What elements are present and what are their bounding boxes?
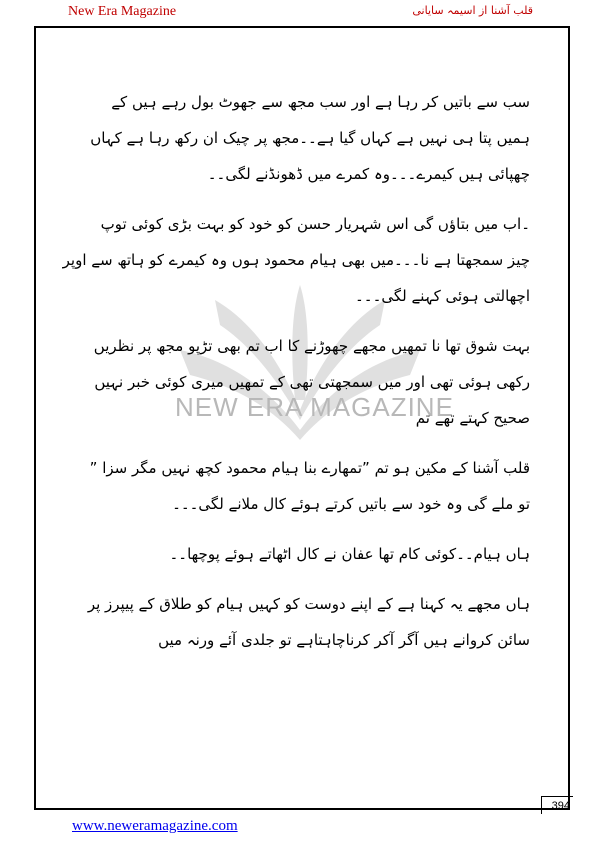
text-line: قلب آشنا کے مکین ہو تم ”تمھارے بنا ہیام محمود کچھ نہیں مگر سزا ”: [89, 459, 530, 477]
paragraph-5: [70, 536, 530, 572]
text-line: سائن کروانے ہیں آگر آکر کرناچاہتاہے تو جلدی آئے ورنہ میں: [158, 631, 530, 649]
text-line: رکھی ہوئی تھی اور میں سمجھتی تھی کے تمھیں میری کوئی خبر نہیں: [94, 373, 530, 391]
text-line: سب سے باتیں کر رہا ہے اور سب مجھ سے جھوٹ بول رہے ہیں کے: [111, 93, 530, 111]
paragraph-4: [70, 450, 530, 522]
text-line: اچھالتی ہوئی کہنے لگی۔۔۔: [354, 287, 530, 305]
novel-title-author: قلب آشنا از اسیمہ سایانی: [412, 4, 533, 17]
text-line: تو ملے گی وہ خود سے باتیں کرتے ہوئے کال ملانے لگی۔۔۔: [172, 495, 530, 513]
text-line: ہاں ہیام۔۔کوئی کام تھا عفان نے کال اٹھاتے ہوئے پوچھا۔۔: [169, 545, 530, 563]
text-line: صحیح کہتے تھے تم: [415, 409, 530, 427]
article-body: [62, 84, 530, 672]
paragraph-2: [62, 206, 530, 314]
text-line: ہاں مجھے یہ کہنا ہے کے اپنے دوست کو کہیں ہیام کو طلاق کے پیپرز پر: [87, 595, 530, 613]
footer-website-link[interactable]: www.neweramagazine.com: [72, 818, 238, 834]
paragraph-6: [70, 586, 530, 658]
page-number: 394: [541, 796, 573, 814]
paragraph-3: [70, 328, 530, 436]
paragraph-1: [70, 84, 530, 192]
text-line: چیز سمجھتا ہے نا۔۔۔میں بھی ہیام محمود ہوں وہ کیمرے کو ہاتھ سے اوپر: [62, 251, 530, 269]
watermark-text: NEW ERA MAGAZINE: [175, 392, 454, 422]
text-line: بہت شوق تھا نا تمھیں مجھے چھوڑنے کا اب تم بھی تڑپو مجھ پر نظریں: [93, 337, 530, 355]
text-line: ہمیں پتا ہی نہیں ہے کہاں گیا ہے۔۔مجھ پر چیک ان رکھ رہا ہے کہاں: [90, 129, 530, 147]
text-line: ۔اب میں بتاؤں گی اس شہریار حسن کو خود کو بہت بڑی کوئی توپ: [100, 215, 530, 233]
magazine-name: New Era Magazine: [68, 4, 177, 19]
text-line: چھپائی ہیں کیمرے۔۔۔وہ کمرے میں ڈھونڈنے لگی۔۔: [207, 165, 530, 183]
